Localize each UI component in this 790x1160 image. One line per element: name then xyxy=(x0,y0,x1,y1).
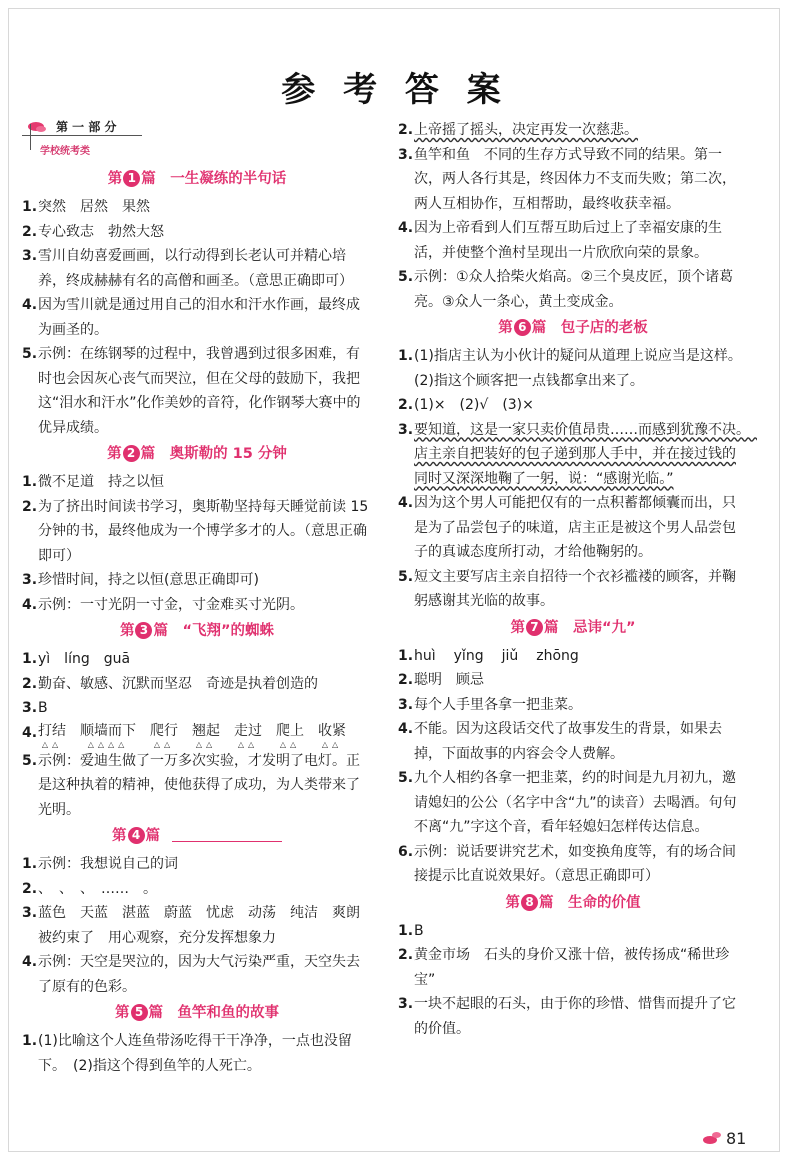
item-text: 短文主要写店主亲自招待一个衣衫褴褛的顾客，并鞠躬感谢其光临的故事。 xyxy=(414,568,736,609)
section-title xyxy=(22,166,372,193)
answer-item xyxy=(398,118,748,143)
item-text: 因为雪川就是通过用自己的泪水和汗水作画，最终成为画圣的。 xyxy=(38,297,360,338)
section-prefix: 第 xyxy=(510,619,525,636)
item-text: 九个人相约各拿一把韭菜，约的时间是九月初九，邀请媳妇的公公（名字中含“九”的读音）去喝酒。句句不离“九”字这个音，看年轻媳妇怎样传达信息。 xyxy=(414,770,737,835)
section-number-badge: 8 xyxy=(521,894,538,911)
item-number: 6. xyxy=(398,843,414,860)
emphasis-triangles: △△ xyxy=(237,739,259,749)
section-number-badge: 4 xyxy=(128,827,145,844)
section-title xyxy=(22,1000,372,1027)
item-text: 突然 居然 果然 xyxy=(38,199,150,215)
item-number: 1. xyxy=(398,922,414,939)
item-text: B xyxy=(414,922,424,939)
item-text: 鱼竿和鱼 不同的生存方式导致不同的结果。第一次，两人各行其是，终因体力不支而失败；第二次，两人互相协作，互相帮助，最终收获幸福。 xyxy=(414,146,736,212)
answer-item xyxy=(22,220,372,245)
answer-item xyxy=(22,950,372,999)
item-text: 示例：天空是哭泣的，因为大气污染严重，天空失去了原有的色彩。 xyxy=(38,954,360,995)
item-number: 1. xyxy=(22,474,38,490)
answer-item xyxy=(22,495,372,569)
item-number: 1. xyxy=(398,647,414,664)
right-column xyxy=(398,118,757,1041)
item-text: 、 、 、 …… 。 xyxy=(38,880,157,897)
item-number: 4. xyxy=(398,721,414,737)
answer-item xyxy=(398,344,748,393)
section-prefix: 第 xyxy=(505,894,520,911)
section-title xyxy=(22,823,372,850)
marked-word xyxy=(234,721,262,749)
pinyin-word: yǐng xyxy=(453,647,484,664)
item-text: (1)指店主认为小伙计的疑问从道理上说应当是这样。 (2)指这个顾客把一点钱都拿出来了。 xyxy=(414,348,749,389)
item-text: 上帝摇了摇头，决定再发一次慈悲。 xyxy=(414,122,638,138)
marked-word xyxy=(38,721,66,749)
item-text: 示例：在练钢琴的过程中，我曾遇到过很多困难，有时也会因灰心丧气而哭泣，但在父母的鼓励下，我把这“泪水和汗水”化作美妙的音符，化作钢琴大赛中的优异成绩。 xyxy=(38,346,361,436)
marked-word xyxy=(192,721,220,749)
answer-item xyxy=(22,749,372,823)
answer-item xyxy=(398,919,748,944)
answer-item xyxy=(22,852,372,877)
section-prefix: 第 xyxy=(115,1005,130,1021)
answer-item xyxy=(398,418,757,492)
answer-item xyxy=(398,491,748,565)
emphasis-triangles: △△ xyxy=(153,739,175,749)
section-prefix: 第 xyxy=(112,828,127,844)
item-text: 因为这个男人可能把仅有的一点积蓄都倾囊而出，只是为了品尝包子的味道，店主正是被这个男人品尝包子的真诚态度所打动，才给他鞠躬的。 xyxy=(414,495,736,560)
title-blank-line xyxy=(172,827,282,842)
section-name: 篇 奥斯勒的 15 分钟 xyxy=(140,446,287,462)
answer-item xyxy=(22,470,372,495)
item-text: 每个人手里各拿一把韭菜。 xyxy=(414,696,582,713)
item-text: B xyxy=(38,700,48,716)
section-title xyxy=(22,441,372,468)
section-number-badge: 7 xyxy=(526,619,543,636)
section-name: 篇 “飞翔”的蜘蛛 xyxy=(153,623,275,639)
item-number: 1. xyxy=(22,856,38,872)
item-number: 3. xyxy=(22,572,38,588)
marked-word xyxy=(80,721,136,749)
answer-item xyxy=(22,342,372,440)
section-prefix: 第 xyxy=(119,623,135,639)
section-prefix: 第 xyxy=(107,171,123,187)
item-number: 2. xyxy=(398,397,414,413)
section-name: 篇 一生凝练的半句话 xyxy=(141,171,287,187)
section-number-badge: 5 xyxy=(131,1004,148,1021)
item-text: 不能。因为这段话交代了故事发生的背景，如果去掉，下面故事的内容会令人费解。 xyxy=(414,721,722,762)
item-text: 专心致志 勃然大怒 xyxy=(38,223,164,240)
section-prefix: 第 xyxy=(107,446,122,462)
page-title: 参 考 答 案 xyxy=(281,70,509,110)
answer-item xyxy=(398,143,748,217)
item-number: 2. xyxy=(398,947,414,963)
item-text: 聪明 顾忌 xyxy=(414,672,484,688)
section-title xyxy=(398,890,748,917)
item-number: 4. xyxy=(398,220,414,236)
item-number: 3. xyxy=(398,146,414,163)
answer-item xyxy=(22,877,372,902)
item-text: (1)× (2)√ (3)× xyxy=(414,397,534,413)
item-text: 雪川自幼喜爱画画，以行动得到长老认可并精心培养，终成赫赫有名的高僧和画圣。（意思正确即可） xyxy=(38,248,353,289)
section-name: 篇 包子店的老板 xyxy=(531,320,648,336)
answer-item xyxy=(398,393,748,418)
answer-item xyxy=(22,696,372,721)
section-number-badge: 2 xyxy=(123,445,140,462)
word-text: 走过 xyxy=(234,722,262,739)
word-text: 爬上 xyxy=(276,722,304,739)
item-number: 4. xyxy=(22,724,38,741)
answer-item xyxy=(398,840,748,889)
answer-item xyxy=(22,901,372,950)
emphasis-triangles: △△ xyxy=(41,739,63,749)
answer-item xyxy=(398,644,748,669)
item-number: 4. xyxy=(22,596,38,613)
section-name: 篇 生命的价值 xyxy=(539,894,641,911)
item-number: 1. xyxy=(22,1033,38,1049)
marked-word xyxy=(150,721,178,749)
section-number-badge: 3 xyxy=(135,622,152,639)
answer-item xyxy=(22,293,372,342)
word-text: 打结 xyxy=(38,722,66,739)
pinyin-word: zhōng xyxy=(536,647,579,664)
item-number: 3. xyxy=(22,700,38,716)
item-number: 4. xyxy=(398,495,414,511)
item-number: 5. xyxy=(22,752,38,769)
marked-word xyxy=(276,721,304,749)
section-number-badge: 1 xyxy=(123,170,140,187)
item-number: 5. xyxy=(398,770,414,786)
item-number: 3. xyxy=(398,696,414,713)
section-name: 篇 忌讳“九” xyxy=(543,619,636,636)
marked-words xyxy=(38,721,372,749)
word-text: 翘起 xyxy=(192,722,220,739)
emphasis-triangles: △△ xyxy=(321,739,343,749)
item-number: 4. xyxy=(22,954,38,970)
answer-item xyxy=(398,668,748,693)
item-text: 勤奋、敏感、沉默而坚忍 奇迹是执着创造的 xyxy=(38,675,318,692)
item-number: 1. xyxy=(22,651,38,667)
answer-item xyxy=(22,647,372,672)
part-header xyxy=(22,118,372,162)
answer-item xyxy=(22,244,372,293)
item-number: 2. xyxy=(398,122,414,138)
emphasis-triangles: △△ xyxy=(195,739,217,749)
item-text: 示例：我想说自己的词 xyxy=(38,856,178,872)
item-number: 2. xyxy=(22,498,38,515)
item-number: 5. xyxy=(398,568,414,585)
answer-item xyxy=(398,216,748,265)
marked-word xyxy=(318,721,346,749)
item-number: 4. xyxy=(22,297,38,313)
answer-item xyxy=(398,693,748,718)
item-text: 蓝色 天蓝 湛蓝 蔚蓝 忧虑 动荡 纯洁 爽朗 被约束了 用心观察，充分发挥想象力 xyxy=(38,905,374,946)
section-title xyxy=(398,315,748,342)
item-number: 1. xyxy=(22,199,38,215)
item-number: 2. xyxy=(398,672,414,688)
word-text: 收紧 xyxy=(318,722,346,739)
answer-item xyxy=(398,265,748,314)
item-text: (1)比喻这个人连鱼带汤吃得干干净净，一点也没留下。 (2)指这个得到鱼竿的人死亡。 xyxy=(38,1033,352,1074)
section-number-badge: 6 xyxy=(514,319,531,336)
item-number: 3. xyxy=(22,248,38,264)
pinyin-word: huì xyxy=(414,647,436,664)
section-title xyxy=(398,615,748,642)
answer-item xyxy=(398,992,748,1041)
item-text: 要知道，这是一家只卖价值昂贵……而感到犹豫不决。 店主亲自把装好的包子递到那人手中，并在接过钱的同时又深深地鞠了一躬，说：“感谢光临。” xyxy=(414,421,757,487)
page-number: 81 xyxy=(726,1129,747,1148)
section-name: 篇 鱼竿和鱼的故事 xyxy=(148,1005,279,1021)
pinyin-list xyxy=(414,644,748,669)
item-number: 3. xyxy=(398,996,414,1012)
part-sublabel: 学校统考类 xyxy=(40,146,90,157)
item-text: yì líng guā xyxy=(38,651,131,667)
item-text: 微不足道 持之以恒 xyxy=(38,474,164,490)
section-prefix: 第 xyxy=(498,320,513,336)
item-number: 3. xyxy=(398,421,414,438)
left-column xyxy=(22,118,372,1078)
item-text: 示例：①众人拾柴火焰高。②三个臭皮匠，顶个诸葛亮。③众人一条心，黄土变成金。 xyxy=(414,269,734,310)
flower-petal-icon xyxy=(36,126,46,132)
item-number: 3. xyxy=(22,905,38,921)
item-text: 示例：一寸光阴一寸金，寸金难买寸光阴。 xyxy=(38,596,304,613)
item-number: 2. xyxy=(22,880,38,897)
answer-item xyxy=(22,593,372,618)
answer-item xyxy=(398,565,748,614)
answer-item xyxy=(22,1029,372,1078)
flower-petal-icon xyxy=(712,1132,721,1138)
section-title xyxy=(22,618,372,645)
word-text: 爬行 xyxy=(150,722,178,739)
item-number: 1. xyxy=(398,348,414,364)
item-number: 5. xyxy=(22,346,38,362)
emphasis-triangles: △△ xyxy=(279,739,301,749)
word-text: 顺墙而下 xyxy=(80,722,136,739)
part-label: 第 一 部 分 xyxy=(56,120,117,134)
item-text: 黄金市场 石头的身价又涨十倍，被传扬成“稀世珍宝” xyxy=(414,947,730,988)
answer-item xyxy=(22,672,372,697)
item-text: 示例：爱迪生做了一万多次实验，才发明了电灯。正是这种执着的精神，使他获得了成功，为人类带来了光明。 xyxy=(38,752,360,818)
item-text: 珍惜时间，持之以恒(意思正确即可) xyxy=(38,572,259,588)
item-text: 为了挤出时间读书学习，奥斯勒坚持每天睡觉前读 15 分钟的书，最终他成为一个博学多才的人。（意思正确即可） xyxy=(38,498,373,564)
answer-item xyxy=(22,568,372,593)
emphasis-triangles: △△△△ xyxy=(87,739,129,749)
item-number: 2. xyxy=(22,223,38,240)
answer-item xyxy=(398,766,748,840)
item-text: 一块不起眼的石头，由于你的珍惜、惜售而提升了它的价值。 xyxy=(414,996,736,1037)
item-text: 示例：说话要讲究艺术，如变换角度等，有的场合间接提示比直说效果好。（意思正确即可） xyxy=(414,843,736,884)
item-text: 因为上帝看到人们互帮互助后过上了幸福安康的生活，并使整个渔村呈现出一片欣欣向荣的景象。 xyxy=(414,220,722,261)
answer-item xyxy=(22,195,372,220)
answer-item xyxy=(398,717,748,766)
item-number: 2. xyxy=(22,675,38,692)
item-number: 5. xyxy=(398,269,414,285)
answer-item xyxy=(22,721,372,749)
pinyin-word: jiǔ xyxy=(501,647,519,664)
section-name: 篇 xyxy=(145,828,160,844)
answer-item xyxy=(398,943,748,992)
